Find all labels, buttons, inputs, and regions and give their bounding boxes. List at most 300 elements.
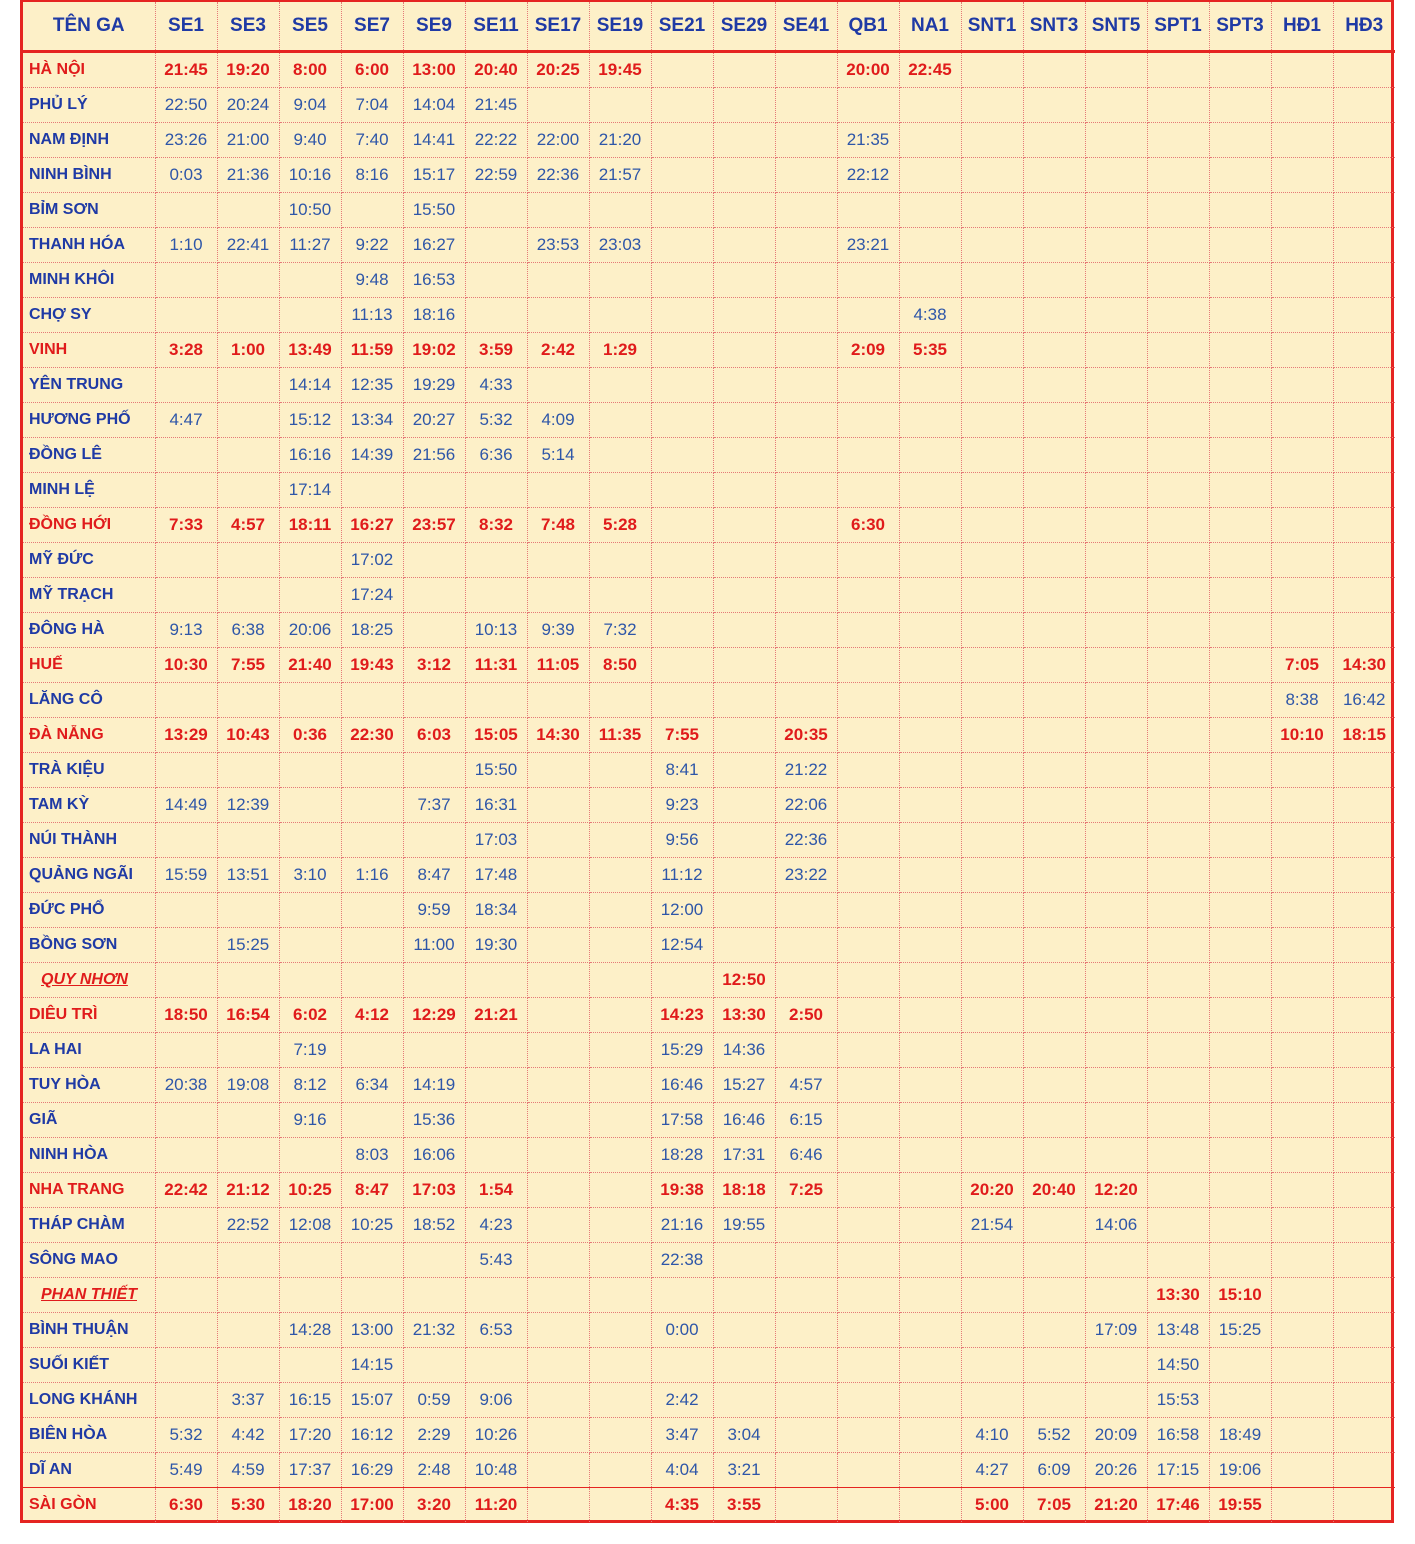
departure-time-cell: 15:36 [403, 1103, 465, 1138]
departure-time-cell: 22:06 [775, 788, 837, 823]
departure-time-cell [1085, 473, 1147, 508]
departure-time-cell [713, 578, 775, 613]
departure-time-cell [155, 473, 217, 508]
departure-time-cell [1147, 683, 1209, 718]
departure-time-cell [1085, 1068, 1147, 1103]
departure-time-cell: 13:34 [341, 403, 403, 438]
station-row [23, 333, 1395, 368]
departure-time-cell [589, 1313, 651, 1348]
departure-time-cell [713, 1383, 775, 1418]
departure-time-cell [155, 193, 217, 228]
departure-time-cell: 20:06 [279, 613, 341, 648]
departure-time-cell: 13:29 [155, 718, 217, 753]
departure-time-cell [279, 1243, 341, 1278]
departure-time-cell [527, 1453, 589, 1488]
departure-time-cell [1147, 1103, 1209, 1138]
departure-time-cell: 18:15 [1333, 718, 1395, 753]
departure-time-cell [1085, 683, 1147, 718]
departure-time-cell [775, 1278, 837, 1313]
departure-time-cell [961, 648, 1023, 683]
departure-time-cell: 22:12 [837, 158, 899, 193]
departure-time-cell [775, 123, 837, 158]
departure-time-cell [1271, 1348, 1333, 1383]
departure-time-cell: 7:40 [341, 123, 403, 158]
departure-time-cell [1271, 1243, 1333, 1278]
departure-time-cell: 8:32 [465, 508, 527, 543]
departure-time-cell [1209, 193, 1271, 228]
departure-time-cell [1209, 298, 1271, 333]
departure-time-cell [1147, 52, 1209, 88]
departure-time-cell [1333, 578, 1395, 613]
departure-time-cell: 4:33 [465, 368, 527, 403]
departure-time-cell [1147, 963, 1209, 998]
departure-time-cell: 5:32 [465, 403, 527, 438]
departure-time-cell: 3:37 [217, 1383, 279, 1418]
departure-time-cell [899, 893, 961, 928]
departure-time-cell: 10:50 [279, 193, 341, 228]
departure-time-cell [1209, 543, 1271, 578]
departure-time-cell [961, 123, 1023, 158]
departure-time-cell [713, 473, 775, 508]
departure-time-cell: 8:38 [1271, 683, 1333, 718]
departure-time-cell [1209, 88, 1271, 123]
departure-time-cell [961, 613, 1023, 648]
departure-time-cell [155, 1278, 217, 1313]
departure-time-cell [1333, 1383, 1395, 1418]
departure-time-cell [1023, 158, 1085, 193]
departure-time-cell: 16:16 [279, 438, 341, 473]
departure-time-cell: 16:46 [651, 1068, 713, 1103]
departure-time-cell [775, 508, 837, 543]
departure-time-cell [713, 403, 775, 438]
departure-time-cell: 0:59 [403, 1383, 465, 1418]
departure-time-cell: 20:38 [155, 1068, 217, 1103]
departure-time-cell [589, 963, 651, 998]
departure-time-cell [1271, 578, 1333, 613]
station-name: TAM KỲ [23, 788, 155, 823]
departure-time-cell [527, 88, 589, 123]
departure-time-cell [775, 52, 837, 88]
departure-time-cell: 18:25 [341, 613, 403, 648]
departure-time-cell [1333, 928, 1395, 963]
departure-time-cell: 17:15 [1147, 1453, 1209, 1488]
departure-time-cell: 20:09 [1085, 1418, 1147, 1453]
departure-time-cell [1085, 88, 1147, 123]
departure-time-cell: 17:00 [341, 1488, 403, 1523]
station-column-header: TÊN GA [23, 2, 155, 52]
station-row [23, 543, 1395, 578]
station-row [23, 1103, 1395, 1138]
departure-time-cell: 16:27 [341, 508, 403, 543]
departure-time-cell [837, 403, 899, 438]
departure-time-cell [1085, 368, 1147, 403]
departure-time-cell: 9:59 [403, 893, 465, 928]
departure-time-cell [1209, 648, 1271, 683]
departure-time-cell: 5:43 [465, 1243, 527, 1278]
departure-time-cell: 6:53 [465, 1313, 527, 1348]
departure-time-cell [899, 1173, 961, 1208]
departure-time-cell: 17:14 [279, 473, 341, 508]
departure-time-cell [1209, 1068, 1271, 1103]
departure-time-cell: 15:25 [217, 928, 279, 963]
departure-time-cell [837, 718, 899, 753]
departure-time-cell [589, 473, 651, 508]
departure-time-cell: 12:20 [1085, 1173, 1147, 1208]
departure-time-cell [1271, 368, 1333, 403]
departure-time-cell [527, 1173, 589, 1208]
station-row [23, 298, 1395, 333]
departure-time-cell [961, 718, 1023, 753]
station-name: BÌNH THUẬN [23, 1313, 155, 1348]
departure-time-cell: 5:00 [961, 1488, 1023, 1523]
departure-time-cell: 10:48 [465, 1453, 527, 1488]
departure-time-cell [961, 158, 1023, 193]
departure-time-cell [1333, 1173, 1395, 1208]
departure-time-cell: 23:57 [403, 508, 465, 543]
departure-time-cell [1147, 123, 1209, 158]
station-name: ĐÔNG HÀ [23, 613, 155, 648]
departure-time-cell [1333, 158, 1395, 193]
departure-time-cell [279, 928, 341, 963]
departure-time-cell [465, 263, 527, 298]
departure-time-cell [961, 1068, 1023, 1103]
departure-time-cell [1147, 648, 1209, 683]
station-row [23, 1138, 1395, 1173]
station-name: BỈM SƠN [23, 193, 155, 228]
departure-time-cell [1333, 1278, 1395, 1313]
departure-time-cell [1209, 1138, 1271, 1173]
departure-time-cell [651, 578, 713, 613]
departure-time-cell: 13:00 [341, 1313, 403, 1348]
station-name: CHỢ SY [23, 298, 155, 333]
departure-time-cell [1333, 788, 1395, 823]
departure-time-cell [589, 368, 651, 403]
departure-time-cell [775, 1488, 837, 1523]
departure-time-cell [1085, 1383, 1147, 1418]
departure-time-cell: 2:42 [651, 1383, 713, 1418]
departure-time-cell [527, 1488, 589, 1523]
departure-time-cell [1209, 368, 1271, 403]
departure-time-cell: 20:40 [465, 52, 527, 88]
station-row [23, 613, 1395, 648]
departure-time-cell [1209, 1033, 1271, 1068]
departure-time-cell: 19:45 [589, 52, 651, 88]
departure-time-cell: 22:30 [341, 718, 403, 753]
departure-time-cell [1333, 368, 1395, 403]
departure-time-cell [899, 648, 961, 683]
departure-time-cell: 4:23 [465, 1208, 527, 1243]
departure-time-cell [1209, 823, 1271, 858]
departure-time-cell [961, 1138, 1023, 1173]
departure-time-cell [465, 298, 527, 333]
station-row [23, 893, 1395, 928]
departure-time-cell [713, 543, 775, 578]
departure-time-cell [899, 1138, 961, 1173]
train-column-header: SE7 [341, 2, 403, 52]
station-name: ĐÀ NẴNG [23, 718, 155, 753]
departure-time-cell [1333, 1313, 1395, 1348]
station-name: BỒNG SƠN [23, 928, 155, 963]
train-column-header: QB1 [837, 2, 899, 52]
departure-time-cell: 13:48 [1147, 1313, 1209, 1348]
departure-time-cell [1023, 613, 1085, 648]
station-row [23, 1488, 1395, 1523]
departure-time-cell [713, 613, 775, 648]
departure-time-cell [899, 473, 961, 508]
departure-time-cell [1271, 123, 1333, 158]
departure-time-cell: 4:47 [155, 403, 217, 438]
departure-time-cell [899, 1488, 961, 1523]
departure-time-cell: 5:35 [899, 333, 961, 368]
station-name: PHỦ LÝ [23, 88, 155, 123]
departure-time-cell [1085, 1103, 1147, 1138]
departure-time-cell [1333, 228, 1395, 263]
departure-time-cell [961, 473, 1023, 508]
departure-time-cell: 5:52 [1023, 1418, 1085, 1453]
departure-time-cell [837, 683, 899, 718]
departure-time-cell [961, 368, 1023, 403]
station-name: QUẢNG NGÃI [23, 858, 155, 893]
departure-time-cell [1085, 333, 1147, 368]
station-name: NINH BÌNH [23, 158, 155, 193]
departure-time-cell [899, 998, 961, 1033]
departure-time-cell: 6:00 [341, 52, 403, 88]
departure-time-cell [1271, 403, 1333, 438]
departure-time-cell [1085, 508, 1147, 543]
departure-time-cell [1085, 788, 1147, 823]
station-row [23, 683, 1395, 718]
departure-time-cell [1209, 718, 1271, 753]
departure-time-cell: 16:12 [341, 1418, 403, 1453]
departure-time-cell [1271, 1453, 1333, 1488]
train-column-header: HĐ1 [1271, 2, 1333, 52]
departure-time-cell [527, 1103, 589, 1138]
train-column-header: NA1 [899, 2, 961, 52]
departure-time-cell [899, 963, 961, 998]
departure-time-cell: 23:26 [155, 123, 217, 158]
departure-time-cell: 4:09 [527, 403, 589, 438]
departure-time-cell: 5:14 [527, 438, 589, 473]
departure-time-cell [217, 263, 279, 298]
departure-time-cell [403, 823, 465, 858]
departure-time-cell: 4:12 [341, 998, 403, 1033]
departure-time-cell [651, 228, 713, 263]
station-row [23, 88, 1395, 123]
departure-time-cell [837, 1418, 899, 1453]
station-row [23, 1278, 1395, 1313]
departure-time-cell [837, 263, 899, 298]
departure-time-cell [1209, 52, 1271, 88]
departure-time-cell [1271, 1313, 1333, 1348]
departure-time-cell: 2:42 [527, 333, 589, 368]
departure-time-cell [1085, 158, 1147, 193]
departure-time-cell [713, 298, 775, 333]
departure-time-cell [465, 1138, 527, 1173]
departure-time-cell [403, 683, 465, 718]
departure-time-cell: 17:58 [651, 1103, 713, 1138]
departure-time-cell: 4:35 [651, 1488, 713, 1523]
departure-time-cell [589, 403, 651, 438]
departure-time-cell [899, 543, 961, 578]
departure-time-cell [1085, 1243, 1147, 1278]
departure-time-cell: 18:20 [279, 1488, 341, 1523]
departure-time-cell: 21:12 [217, 1173, 279, 1208]
departure-time-cell [341, 928, 403, 963]
departure-time-cell [1147, 543, 1209, 578]
departure-time-cell: 16:15 [279, 1383, 341, 1418]
departure-time-cell: 8:47 [341, 1173, 403, 1208]
departure-time-cell [775, 613, 837, 648]
departure-time-cell: 19:55 [713, 1208, 775, 1243]
departure-time-cell: 12:08 [279, 1208, 341, 1243]
departure-time-cell [713, 928, 775, 963]
departure-time-cell [589, 298, 651, 333]
departure-time-cell [1023, 368, 1085, 403]
departure-time-cell [341, 823, 403, 858]
departure-time-cell [713, 718, 775, 753]
departure-time-cell [1085, 858, 1147, 893]
departure-time-cell: 17:02 [341, 543, 403, 578]
departure-time-cell [899, 368, 961, 403]
departure-time-cell: 14:36 [713, 1033, 775, 1068]
departure-time-cell [155, 1348, 217, 1383]
departure-time-cell [1023, 438, 1085, 473]
departure-time-cell [1209, 893, 1271, 928]
departure-time-cell [1333, 1103, 1395, 1138]
departure-time-cell: 4:59 [217, 1453, 279, 1488]
departure-time-cell [403, 963, 465, 998]
departure-time-cell: 17:24 [341, 578, 403, 613]
departure-time-cell: 20:35 [775, 718, 837, 753]
departure-time-cell [1085, 1138, 1147, 1173]
departure-time-cell [527, 1418, 589, 1453]
departure-time-cell [527, 1208, 589, 1243]
departure-time-cell [1023, 858, 1085, 893]
departure-time-cell: 2:09 [837, 333, 899, 368]
departure-time-cell [465, 1103, 527, 1138]
departure-time-cell [899, 1208, 961, 1243]
departure-time-cell [527, 1313, 589, 1348]
departure-time-cell: 19:30 [465, 928, 527, 963]
departure-time-cell [1333, 193, 1395, 228]
departure-time-cell: 13:51 [217, 858, 279, 893]
departure-time-cell [899, 823, 961, 858]
departure-time-cell [775, 158, 837, 193]
station-name: ĐỒNG HỚI [23, 508, 155, 543]
departure-time-cell [961, 333, 1023, 368]
departure-time-cell [899, 1278, 961, 1313]
departure-time-cell: 0:03 [155, 158, 217, 193]
departure-time-cell [1147, 438, 1209, 473]
departure-time-cell [1209, 403, 1271, 438]
train-column-header: SNT5 [1085, 2, 1147, 52]
departure-time-cell: 13:30 [713, 998, 775, 1033]
departure-time-cell: 17:03 [403, 1173, 465, 1208]
departure-time-cell [1085, 613, 1147, 648]
departure-time-cell [899, 613, 961, 648]
departure-time-cell [775, 1383, 837, 1418]
departure-time-cell [1271, 158, 1333, 193]
departure-time-cell [899, 1313, 961, 1348]
departure-time-cell: 23:03 [589, 228, 651, 263]
departure-time-cell [279, 823, 341, 858]
departure-time-cell: 6:34 [341, 1068, 403, 1103]
departure-time-cell: 15:27 [713, 1068, 775, 1103]
departure-time-cell [465, 1348, 527, 1383]
departure-time-cell [1271, 1418, 1333, 1453]
departure-time-cell [1023, 928, 1085, 963]
departure-time-cell [217, 1033, 279, 1068]
departure-time-cell [279, 753, 341, 788]
station-name: LONG KHÁNH [23, 1383, 155, 1418]
departure-time-cell [1333, 263, 1395, 298]
departure-time-cell [837, 1243, 899, 1278]
departure-time-cell [1023, 1103, 1085, 1138]
departure-time-cell: 6:46 [775, 1138, 837, 1173]
departure-time-cell [279, 578, 341, 613]
departure-time-cell [279, 893, 341, 928]
departure-time-cell: 18:50 [155, 998, 217, 1033]
departure-time-cell [1023, 1313, 1085, 1348]
departure-time-cell [1333, 753, 1395, 788]
departure-time-cell [589, 543, 651, 578]
station-row [23, 403, 1395, 438]
departure-time-cell: 0:36 [279, 718, 341, 753]
departure-time-cell [465, 193, 527, 228]
departure-time-cell: 2:48 [403, 1453, 465, 1488]
departure-time-cell [961, 438, 1023, 473]
departure-time-cell [1271, 298, 1333, 333]
departure-time-cell: 1:29 [589, 333, 651, 368]
departure-time-cell [217, 1278, 279, 1313]
departure-time-cell [775, 543, 837, 578]
departure-time-cell [775, 438, 837, 473]
station-name: VINH [23, 333, 155, 368]
departure-time-cell [1023, 543, 1085, 578]
departure-time-cell [527, 998, 589, 1033]
departure-time-cell: 14:23 [651, 998, 713, 1033]
departure-time-cell [961, 508, 1023, 543]
departure-time-cell [1271, 858, 1333, 893]
departure-time-cell [1271, 753, 1333, 788]
departure-time-cell: 15:12 [279, 403, 341, 438]
departure-time-cell: 14:49 [155, 788, 217, 823]
departure-time-cell [155, 1383, 217, 1418]
departure-time-cell [527, 823, 589, 858]
departure-time-cell [899, 928, 961, 963]
departure-time-cell [1147, 193, 1209, 228]
departure-time-cell [589, 1383, 651, 1418]
departure-time-cell: 5:28 [589, 508, 651, 543]
departure-time-cell: 8:16 [341, 158, 403, 193]
departure-time-cell [1085, 438, 1147, 473]
departure-time-cell [837, 1033, 899, 1068]
station-name: BIÊN HÒA [23, 1418, 155, 1453]
departure-time-cell [589, 893, 651, 928]
departure-time-cell [837, 1173, 899, 1208]
departure-time-cell [155, 753, 217, 788]
departure-time-cell [775, 1033, 837, 1068]
departure-time-cell [1333, 473, 1395, 508]
departure-time-cell [1085, 578, 1147, 613]
departure-time-cell [899, 1103, 961, 1138]
station-name: HƯƠNG PHỐ [23, 403, 155, 438]
departure-time-cell [589, 1208, 651, 1243]
departure-time-cell [713, 52, 775, 88]
departure-time-cell [1271, 263, 1333, 298]
departure-time-cell: 21:40 [279, 648, 341, 683]
departure-time-cell [1271, 613, 1333, 648]
